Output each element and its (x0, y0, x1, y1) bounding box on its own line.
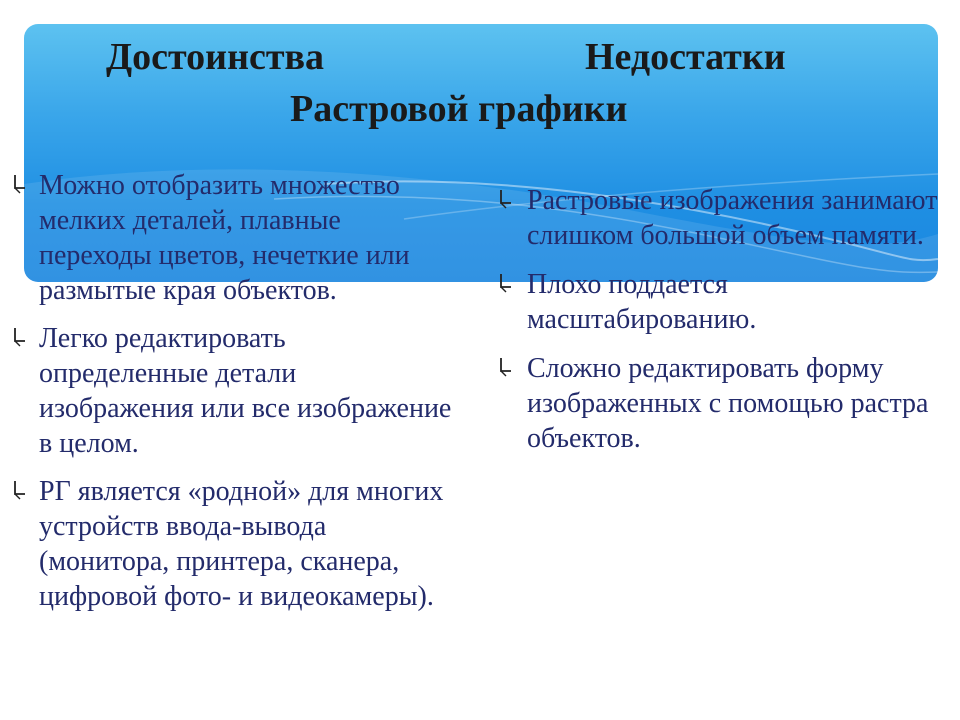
disadvantages-list (498, 183, 938, 456)
list-item (12, 474, 452, 614)
bullet-icon (498, 272, 514, 294)
bullet-icon (498, 188, 514, 210)
disadvantage-text: Плохо поддается масштабированию. (527, 269, 757, 335)
disadvantage-text: Сложно редактировать форму изображенных с помощью растра объектов. (527, 353, 929, 454)
list-item (12, 321, 452, 461)
bullet-icon (498, 356, 514, 378)
disadvantage-text: Растровые изображения занимают слишком большой объем памяти. (527, 185, 938, 251)
disadvantages-heading: Недостатки (585, 36, 786, 78)
list-item (498, 351, 938, 456)
page-subtitle: Растровой графики (290, 88, 628, 130)
list-item (498, 183, 938, 253)
advantage-text: РГ является «родной» для многих устройств ввода-вывода (монитора, принтера, сканера, цифровой фото- и видеокамеры). (39, 476, 444, 612)
list-item (498, 267, 938, 337)
advantages-list (12, 168, 452, 614)
bullet-icon (12, 173, 28, 195)
advantage-text: Можно отобразить множество мелких деталей, плавные переходы цветов, нечеткие или размытые края объектов. (39, 170, 410, 306)
advantages-heading: Достоинства (106, 36, 325, 78)
bullet-icon (12, 479, 28, 501)
advantage-text: Легко редактировать определенные детали изображения или все изображение в целом. (39, 323, 452, 459)
list-item (12, 168, 452, 308)
bullet-icon (12, 326, 28, 348)
